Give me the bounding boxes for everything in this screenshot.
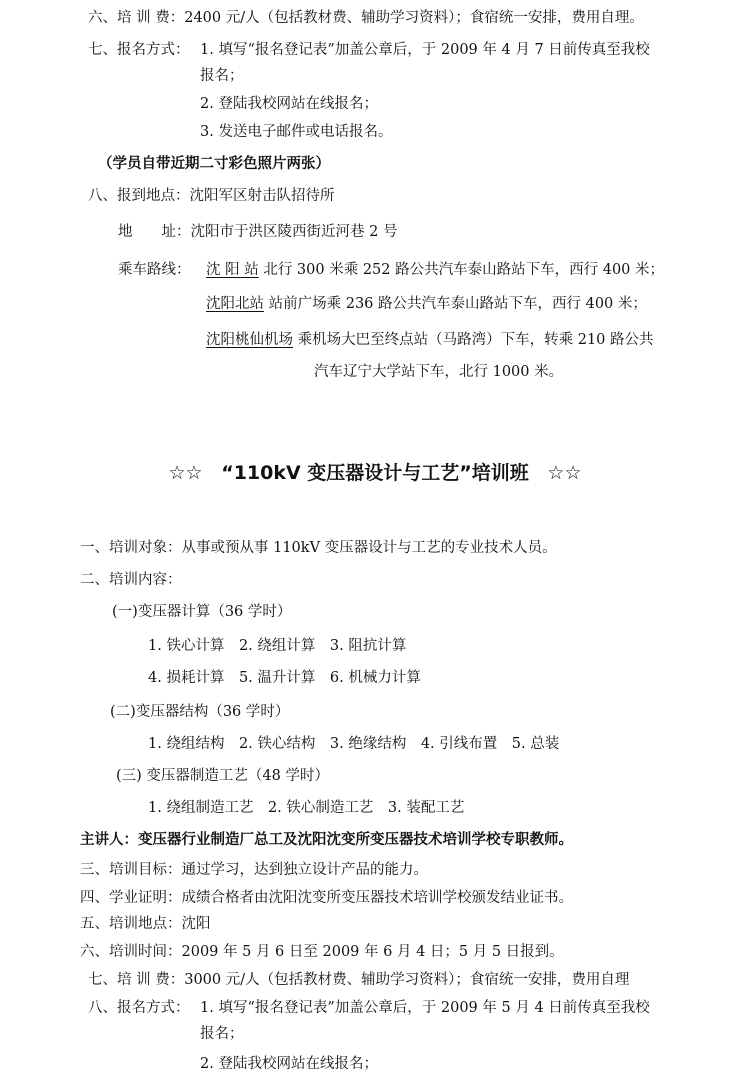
- module-2-topics: 1. 绕组结构 2. 铁心结构 3. 绝缘结构 4. 引线布置 5. 总装: [148, 736, 560, 752]
- address-line: 地 址：沈阳市于洪区陵西街近河巷 2 号: [118, 224, 398, 240]
- training-time: 六、培训时间：2009 年 5 月 6 日至 2009 年 6 月 4 日；5 月 5 日报到。: [80, 944, 564, 960]
- training-place: 五、培训地点：沈阳: [80, 916, 211, 932]
- module-3-topics: 1. 绕组制造工艺 2. 铁心制造工艺 3. 装配工艺: [148, 800, 465, 816]
- signup-item-3: 3. 发送电子邮件或电话报名。: [200, 124, 393, 140]
- route-text: 乘机场大巴至终点站（马路湾）下车，转乘 210 路公共: [297, 332, 654, 348]
- module-2-title: (二)变压器结构（36 学时）: [110, 704, 290, 720]
- photo-note: （学员自带近期二寸彩色照片两张）: [98, 155, 330, 172]
- checkin-place: 八、报到地点：沈阳军区射击队招待所: [88, 188, 335, 204]
- route-label: 乘车路线：: [118, 262, 191, 278]
- signup-item-1-cont: 报名；: [200, 68, 244, 84]
- route-text-cont: 汽车辽宁大学站下车，北行 1000 米。: [314, 364, 564, 380]
- station-shenyang: 沈 阳 站: [206, 262, 259, 278]
- training-goal: 三、培训目标：通过学习，达到独立设计产品的能力。: [80, 862, 428, 878]
- certificate-line: 四、学业证明：成绩合格者由沈阳沈变所变压器技术培训学校颁发结业证书。: [80, 890, 573, 906]
- module-1-title: (一)变压器计算（36 学时）: [112, 604, 292, 620]
- module-1-topics: 4. 损耗计算 5. 温升计算 6. 机械力计算: [148, 670, 421, 686]
- signup-label: 七、报名方式：: [88, 42, 190, 58]
- route-row: [206, 330, 654, 350]
- fee-line: 六、培 训 费：2400 元/人（包括教材费、辅助学习资料）；食宿统一安排，费用自理。: [88, 10, 644, 26]
- module-3-title: (三) 变压器制造工艺（48 学时）: [116, 768, 329, 784]
- route-row: [206, 294, 647, 314]
- star-icon: ☆☆: [168, 462, 203, 484]
- training-target: 一、培训对象：从事或预从事 110kV 变压器设计与工艺的专业技术人员。: [80, 540, 557, 556]
- station-taoxian-airport: 沈阳桃仙机场: [206, 332, 293, 348]
- signup-item-2: 2. 登陆我校网站在线报名；: [200, 96, 378, 112]
- signup-item-1: 1. 填写“报名登记表”加盖公章后，于 2009 年 4 月 7 日前传真至我校: [200, 42, 650, 58]
- signup-item-2: 2. 登陆我校网站在线报名；: [200, 1056, 378, 1072]
- route-row: [206, 260, 664, 280]
- signup-item-1: 1. 填写“报名登记表”加盖公章后，于 2009 年 5 月 4 日前传真至我校: [200, 1000, 650, 1016]
- course-title-row: [0, 458, 750, 485]
- fee-line-2: 七、培 训 费：3000 元/人（包括教材费、辅助学习资料）；食宿统一安排，费用自理: [88, 972, 630, 988]
- signup-label-2: 八、报名方式：: [88, 1000, 190, 1016]
- module-1-topics: 1. 铁心计算 2. 绕组计算 3. 阻抗计算: [148, 638, 407, 654]
- route-text: 站前广场乘 236 路公共汽车泰山路站下车，西行 400 米；: [268, 296, 647, 312]
- signup-item-1-cont: 报名；: [200, 1026, 244, 1042]
- course-title: “110kV 变压器设计与工艺”培训班: [221, 462, 529, 484]
- training-content-label: 二、培训内容：: [80, 572, 182, 588]
- station-shenyang-north: 沈阳北站: [206, 296, 264, 312]
- lecturer-line: 主讲人：变压器行业制造厂总工及沈阳沈变所变压器技术培训学校专职教师。: [80, 831, 573, 848]
- route-text: 北行 300 米乘 252 路公共汽车泰山路站下车，西行 400 米；: [263, 262, 665, 278]
- star-icon: ☆☆: [547, 462, 582, 484]
